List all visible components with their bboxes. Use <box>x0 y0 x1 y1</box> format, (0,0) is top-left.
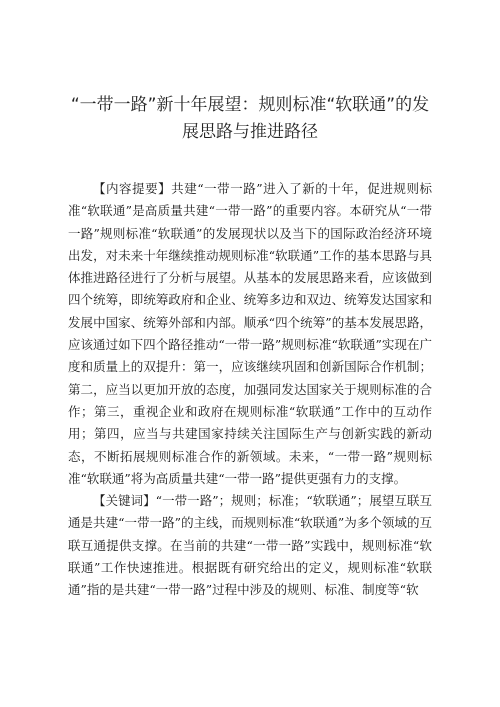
abstract-paragraph: 【内容提要】共建“一带一路”进入了新的十年，促进规则标准“软联通”是高质量共建“一带一路”的重要内容。本研究从“一带一路”规则标准“软联通”的发展现状以及当下的国际政治经济环境出发，对未来十年继续推动规则标准“软联通”工作的基本思路与具体推进路径进行了分析与展望。从基本的发展思路来看，应该做到四个统筹，即统筹政府和企业、统筹多边和双边、统筹发达国家和发展中国家、统筹外部和内部。顺承“四个统筹”的基本发展思路，应该通过如下四个路径推动“一带一路”规则标准“软联通”实现在广度和质量上的双提升：第一，应该继续巩固和创新国际合作机制；第二，应当以更加开放的态度，加强同发达国家关于规则标准的合作；第三，重视企业和政府在规则标准“软联通”工作中的互动作用；第四，应当与共建国家持续关注国际生产与创新实践的新动态，不断拓展规则标准合作的新领域。未来，“一带一路”规则标准“软联通”将为高质量共建“一带一路”提供更强有力的支撑。 <box>68 181 432 486</box>
title-line-2: 展思路与推进路径 <box>182 122 318 142</box>
document-title <box>68 92 432 146</box>
title-line-1: “一带一路”新十年展望：规则标准“软联通”的发 <box>70 95 430 115</box>
keywords-paragraph: 【关键词】“一带一路”；规则；标准；“软联通”；展望互联互通是共建“一带一路”的主线，而规则标准“软联通”为多个领域的互联互通提供支撑。在当前的共建“一带一路”实践中，规则标准“软联通”工作快速推进。根据既有研究给出的定义，规则标准“软联通”指的是共建“一带一路”过程中涉及的规则、标准、制度等“软 <box>68 493 432 598</box>
